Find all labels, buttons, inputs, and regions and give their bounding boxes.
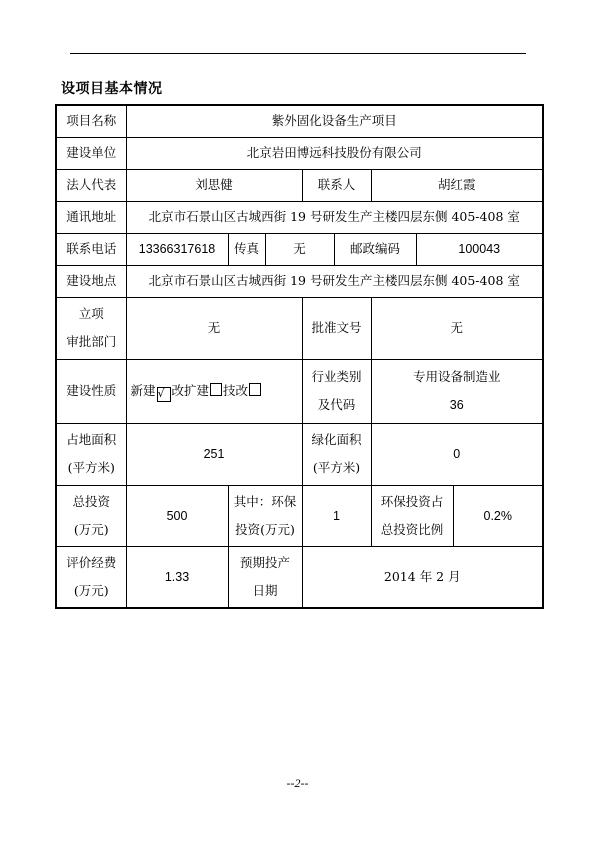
phone-value: 13366317618 <box>126 233 228 265</box>
invest-value: 500 <box>126 485 228 546</box>
eval-fee-label-line2: (万元) <box>73 582 109 598</box>
page-number: --2-- <box>286 776 309 790</box>
land-value: 251 <box>126 423 302 485</box>
nature-label: 建设性质 <box>56 359 126 423</box>
industry-code: 36 <box>449 398 464 412</box>
nature-new-label: 新建 <box>130 383 156 398</box>
env-invest-label <box>228 485 302 546</box>
nature-new-checkbox[interactable]: √ <box>157 387 171 402</box>
contact-label: 联系人 <box>302 169 371 201</box>
approval-doc-label: 批准文号 <box>302 297 371 359</box>
industry-value <box>371 359 543 423</box>
section-heading: 设项目基本情况 <box>61 81 163 97</box>
invest-label-line2: (万元) <box>73 521 109 537</box>
eval-fee-value: 1.33 <box>126 546 228 608</box>
nature-expand-checkbox[interactable] <box>210 383 222 396</box>
site-label: 建设地点 <box>56 265 126 297</box>
approval-dept-label-line2: 审批部门 <box>66 334 117 349</box>
green-value: 0 <box>371 423 543 485</box>
approval-doc-value: 无 <box>371 297 543 359</box>
env-ratio-label-line1: 环保投资占 <box>380 493 444 509</box>
green-label-line1: 绿化面积 <box>311 432 362 447</box>
address-label: 通讯地址 <box>56 201 126 233</box>
prod-date-label-line2: 日期 <box>252 582 278 598</box>
address-value: 北京市石景山区古城西街 19 号研发生产主楼四层东侧 405-408 室 <box>126 201 543 233</box>
green-label-line2: (平方米) <box>312 460 361 475</box>
nature-tech-label: 技改 <box>223 383 249 398</box>
invest-label-line1: 总投资 <box>72 493 110 509</box>
land-label <box>56 423 126 485</box>
land-label-line1: 占地面积 <box>66 432 117 447</box>
phone-label: 联系电话 <box>56 233 126 265</box>
legal-rep-value: 刘思健 <box>126 169 302 201</box>
industry-label-line1: 行业类别 <box>311 369 362 384</box>
nature-tech-checkbox[interactable] <box>249 383 261 396</box>
industry-name: 专用设备制造业 <box>413 369 501 384</box>
approval-dept-value: 无 <box>126 297 302 359</box>
industry-label-line2: 及代码 <box>317 397 356 412</box>
postcode-label: 邮政编码 <box>334 233 416 265</box>
eval-fee-label-line1: 评价经费 <box>66 554 117 570</box>
env-ratio-label <box>371 485 453 546</box>
fax-label: 传真 <box>228 233 265 265</box>
prod-date-value: 2014 年 2 月 <box>302 546 543 608</box>
legal-rep-label: 法人代表 <box>56 169 126 201</box>
env-invest-label-line1: 其中：环保 <box>233 493 297 509</box>
approval-dept-label <box>56 297 126 359</box>
fax-value: 无 <box>265 233 334 265</box>
nature-expand-label: 改扩建 <box>171 383 210 398</box>
project-name-label: 项目名称 <box>56 105 126 137</box>
invest-label <box>56 485 126 546</box>
prod-date-label <box>228 546 302 608</box>
approval-dept-label-line1: 立项 <box>78 306 104 321</box>
postcode-value: 100043 <box>416 233 543 265</box>
builder-label: 建设单位 <box>56 137 126 169</box>
project-name-value: 紫外固化设备生产项目 <box>126 105 543 137</box>
site-value: 北京市石景山区古城西街 19 号研发生产主楼四层东侧 405-408 室 <box>126 265 543 297</box>
nature-options <box>126 359 302 423</box>
project-info-table <box>55 104 544 609</box>
land-label-line2: (平方米) <box>67 460 115 475</box>
contact-value: 胡红霞 <box>371 169 543 201</box>
env-ratio-value: 0.2% <box>453 485 543 546</box>
industry-label <box>302 359 371 423</box>
eval-fee-label <box>56 546 126 608</box>
env-invest-label-line2: 投资(万元) <box>235 521 295 537</box>
green-label <box>302 423 371 485</box>
env-invest-value: 1 <box>302 485 371 546</box>
env-ratio-label-line2: 总投资比例 <box>380 521 444 537</box>
header-rule <box>70 53 526 54</box>
prod-date-label-line1: 预期投产 <box>239 554 290 570</box>
builder-value: 北京岩田博远科技股份有限公司 <box>126 137 543 169</box>
